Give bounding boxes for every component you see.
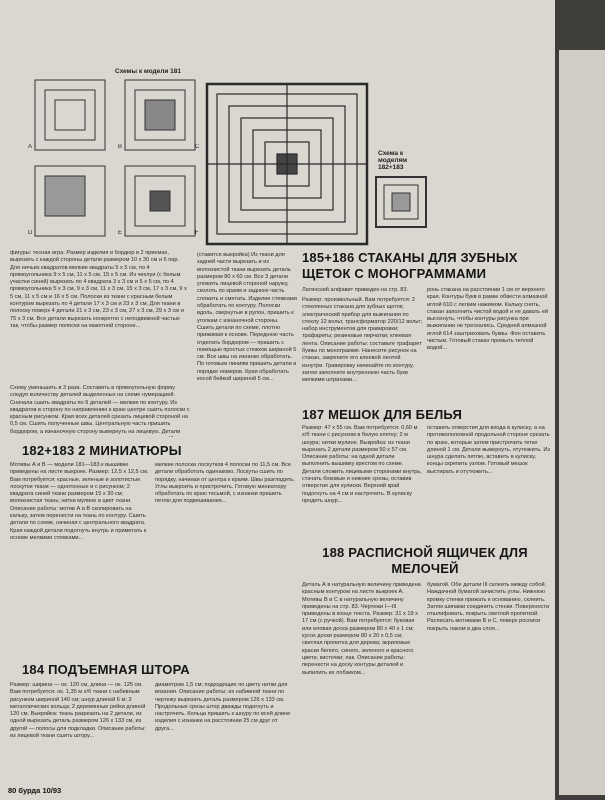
schemes-diagram [30,78,200,248]
box-heading: 188 РАСПИСНОЙ ЯЩИЧЕК ДЛЯ МЕЛОЧЕЙ [322,545,528,576]
miniatures-text-2: мелкие полоски лоскутков 4 полоски по 11,5 см. Все детали обработать одинаково. Лоскуты сшить по порядку, начиная от центра к краям. Швы разгладить. Углы выкроить и пристрочить. Готовую миниатюру обработать по краю тесьмой, с изнанки пришить петлю для подвешивания... [155,462,295,505]
shade-text-2: диаметром 1,5 см; подходящие по цвету нитки для вязания. Описание работы: из набивной ткани по чертежу вырезать деталь размером 126 х 133 см. Продольные срезы штор дважды подогнуть и настрочить. Кольца пришить к шнуру по всей длине изделия с изнанки на расстоянии 25 см друг от друга... [155,682,291,732]
cups-text-2: ронь стакана на расстоянии 1 см от верхнего края. Контуры букв в рамке обвести алмазной иглой 610 с легким нажимом. Кальку снять, стакан заполнить чистой водой и не давать ей высохнуть, чтобы контуры рисунка при выжигании не трескались. Средней алмазной иглой 614 заштриховать буквы. Фон оставить чистым. Готовый стакан промыть теплой водой... [427,287,548,352]
scheme-letter-e: E [118,230,123,236]
shade-text: Размер: ширина — ок. 120 см, длина — ок. 125 см. Вам потребуется: ок. 1,35 м х/б ткани с набивным рисунком шириной 140 см; шнур длиной 6 м; 3 металлических кольца; 2 деревянные рейки длиной 120 см. Выкройка: ткань разрезать на 2 детали, из одной вырезать деталь размером 126 х 133 см, из другой — полосы для подкладки. Описание работы: из лицевой ткани сшить штору... [10,682,146,740]
scheme2-caption: Схема к моделям 182+183 [378,150,408,171]
scheme-letter-d: D [28,230,33,236]
bag-heading: 187 МЕШОК ДЛЯ БЕЛЬЯ [302,407,462,422]
miniatures-heading: 182+183 2 МИНИАТЮРЫ [22,443,182,458]
col1-mid-text: Схему уменьшить в 3 раза. Составить в прямоугольную форму следуя количеству деталей выделенных на схеме нумерацией. Сначала сшить квадраты по 9 деталей — мелкие по контуру. Из квадратов в сторону по направлению к краю центре сшить полоски с красным рисунком. Края всех деталей срезать лицевой стороной на 0,5 см. Сшить полученные швы. Центральную часть пришить бордюром, а изнаночную сторону вывернуть на лицевую. Детали [10,385,190,435]
cups-heading: 185+186 СТАКАНЫ ДЛЯ ЗУБНЫХ ЩЕТОК С МОНОГРАММАМИ [302,250,518,281]
col2-top-text: (ставится выкройка) Из ткани для задней части вырезать и из волокнистой ткани вырезать деталь размером 80 х 60 см. Все 3 детали уложить лицевой стороной наружу, сколоть по краям и заднюю часть сложить и сметать. Изделие стежками обработать по контуру. Полоски вдоль, свернутые в рулон, пришить к уголкам с изнаночной стороны. Сшить детали по схеме, плотно прижимая к основе. Переднюю часть отделать бордюром — пришить с помощью простых стежков шириной 5 см. Все швы на изнанке обработать. По готовым линиям пришить детали в порядке номеров. Края обработать косой бейкой шириной 5 см... [197,252,297,383]
bag-text-2: оставить отверстия для входа в кулиску, а на противоположной продольной стороне срезать по краю, которые затем пристрочить тетке длиной 1 см. Детали вывернуть, отутюжить. Из шнура сделать петлю, вставить в кулиску, концы скрепить узлом. Готовый мешок выстирать и отутюжить... [427,425,550,475]
cups-text: Размер: произвольный. Вам потребуется: 2 стеклянных стакана для зубных щеток; электрический прибор для выжигания по стеклу 12 вольт, трансформатор 220/12 вольт; набор инструментов для гравировки; трафареты; резиновые перчатки; клеевая лента. Описание работы: составьте трафарет буквы по монограмме. Нанесите рисунок на стакан, закрепите его клеевой лентой изнутри. Гравировку начинайте по контуру, затем заполните внутреннюю часть букв мелкими штрихами... [302,297,422,384]
shade-heading: 184 ПОДЪЕМНАЯ ШТОРА [22,662,190,677]
scheme-letter-b: B [118,144,123,150]
quilt-pattern-diagram [205,82,370,247]
scheme-letter-c: C [195,144,200,150]
next-page-edge [555,0,605,800]
scheme-letter-a: A [28,144,33,150]
bag-text: Размер: 47 х 55 см. Вам потребуется: 0,60 м х/б ткани с рисунком в белую клетку; 2 м шнура; нитки мулине. Выкройка: из ткани вырезать 2 детали размером 50 х 57 см. Описание работы: на одной детали выполнить вышивку крестом по схеме. Детали сложить лицевыми сторонами внутрь, стачать боковые и нижние срезы, оставив отверстие для кулиски. Верхний край подогнуть на 4 см и настрочить. В кулиску продеть шнур... [302,425,422,504]
cups-note: Латинский алфавит приведен на стр. 83. [302,287,409,293]
box-text: Деталь А в натуральную величину приведена красным контуром на листе выкроек А. Мотивы В и С в натуральную величину приведены на стр. 83. Чертежи I—III приведены в конце текста. Размер: 31 х 19 х 17 см (с ручкой). Вам потребуется: буковая или еловая доска размером 80 х 40 х 1 см; кусок доски размером 80 х 20 х 0,5 см; светлая пропитка для дерева; акриловые краски белого, синего, зеленого и красного цвета; кисточки; лак. Описание работы: перенести на доску контуры деталей и выпилить их лобзиком... [302,582,421,676]
box-text-2: бумагой. Обе детали III склеить между собой. Наждачной бумагой зачистить углы. Нижнюю кромку стенки прижать к основанию, склеить. Затем шипами соединить стенки. Поверхности отшлифовать, покрыть светлой пропиткой. Расписать мотивами В и С, поверх росписи покрыть лаком в два слоя... [427,582,550,632]
scheme-letter-f: F [195,230,199,236]
col1-top-text: фигуры: тесная игра. Размер изделия и бордюр в 2 приемах, вырезать с каждой стороны детали размером 10 х 30 см и 6 пар. Для ничьих квадратов мелкие квадраты 5 х 5 см, по 4 прямоугольника 9 х 5 см, 11 х 5 см, 15 х 5 см. Из чехлуи (с белым участки синей) вырезать по 4 квадрата 3 х 3 см и 5 х 5 см, по 4 прямоугольника 5 х 3 см, 9 х 3 см, 11 х 3 см, 15 х 3 см, 17 х 3 см, 9 х 5 см, 11 х 5 см и 16 х 5 см. Полоски из ткани с красным белым контуром вырезать по 4 детали 17 х 3 см и 23 х 3 см. Для ткани в полоску поверх 4 детали 21 х 3 см, 23 х 3 см, 27 х 3 см, 29 х 3 см и 75 х 3 см. Все детали вырезать конкретно с неподвижной частью так, чтобы размер полоски на макетной стороне... [10,250,187,329]
miniatures-text: Мотивы А и В — модели 181—183 к вышивке приведены на листе выкроек. Размер: 12,5 х 12,5 см. Вам потребуется: красные, зеленые и золотистые лоскутки ткани — однотонные и с рисунком; 2 квадрата синей ткани размером 15 х 30 см; волокнистая ткань; нитки мулине в цвет ткани. Описание работы: мотив А и В скопировать на кальку, затем перенести на ткань по контуру. Сшить детали по схеме, начиная с центрального квадрата. Края каждой детали подогнуть внутрь и приметать к основе мелкими стежками... [10,462,149,541]
page-footer: 80 бурда 10/93 [8,786,62,795]
schemes-caption: Схемы к модели 181 [115,68,182,75]
small-scheme-diagram [374,175,429,230]
next-page-paper [559,50,605,795]
